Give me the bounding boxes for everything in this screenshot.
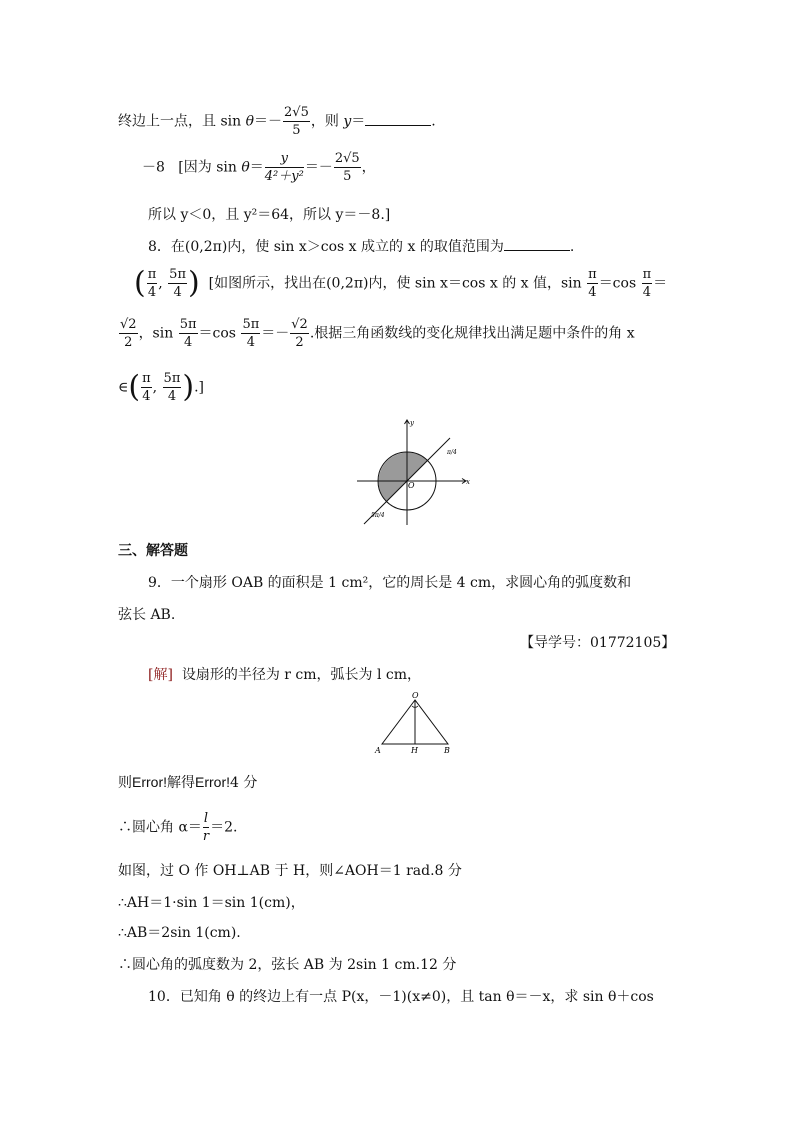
- text: ＝cos: [598, 275, 641, 292]
- label-a: A: [375, 746, 381, 754]
- numerator: π: [588, 267, 597, 282]
- label-o: O: [412, 692, 419, 700]
- text: .根据三角函数线的变化规律找出满足题中条件的角 x: [309, 325, 635, 342]
- q9-step-ah: ∴AH＝1·sin 1＝sin 1(cm)，: [118, 895, 305, 911]
- q9-step-ab: ∴AB＝2sin 1(cm).: [118, 925, 241, 941]
- error-text: Error!: [132, 774, 167, 790]
- denominator: 4: [183, 335, 193, 350]
- text: ＝: [249, 159, 264, 176]
- denominator: 2: [295, 335, 304, 350]
- var-y: y: [343, 113, 352, 130]
- text: 终边上一点，且 sin: [118, 113, 246, 130]
- text: 8．在(0,2π)内，使 sin x＞cos x 成立的 x 的取值范围为: [148, 239, 504, 255]
- fraction: [163, 372, 182, 403]
- denominator: 4: [173, 285, 182, 300]
- denominator: 5: [343, 169, 352, 184]
- q8-solution-line3: [118, 369, 205, 405]
- text: ＝: [351, 113, 366, 130]
- denominator: 4: [142, 389, 151, 404]
- q9-conclusion: ∴圆心角的弧度数为 2，弦长 AB 为 2sin 1 cm.12 分: [118, 957, 457, 973]
- q9-system: [118, 772, 257, 792]
- text: ＝－: [261, 325, 290, 342]
- numerator: l: [203, 811, 209, 826]
- text: ，则: [310, 113, 344, 130]
- text: ＝－: [304, 159, 333, 176]
- paren: (: [134, 265, 146, 301]
- paren: (: [128, 369, 141, 405]
- unit-circle-figure: [355, 415, 475, 527]
- guide-number: 【导学号：01772105】: [520, 635, 676, 651]
- answer-blank: [365, 113, 431, 126]
- text: 则: [118, 775, 132, 791]
- fraction: [587, 268, 598, 299]
- denominator: 4²＋y²: [264, 169, 304, 184]
- text: .: [569, 239, 575, 255]
- text: 解得: [167, 775, 195, 791]
- q7-solution: [142, 152, 376, 183]
- y-label: y: [410, 419, 414, 427]
- section-heading: 三、解答题: [118, 543, 188, 559]
- denominator: 4: [588, 285, 597, 300]
- q9-alpha: [118, 812, 237, 843]
- origin-label: O: [408, 481, 415, 490]
- five-pi-over-4-label: 5π/4: [371, 512, 385, 519]
- label-b: B: [444, 746, 450, 754]
- denominator: 4: [167, 389, 177, 404]
- text: ,: [158, 275, 163, 292]
- text: ＝: [653, 275, 668, 292]
- text: ＝2.: [210, 819, 238, 836]
- q9-step-oh: 如图，过 O 作 OH⊥AB 于 H，则∠AOH＝1 rad.8 分: [118, 863, 462, 879]
- paren: ): [182, 369, 195, 405]
- numerator: 2√5: [334, 151, 360, 166]
- denominator: 4: [642, 285, 651, 300]
- text: ∴圆心角 α＝: [118, 819, 202, 836]
- numerator: √2: [120, 317, 137, 332]
- text: [如图所示，找出在(0,2π)内，使 sin x＝cos x 的 x 值，sin: [208, 275, 587, 292]
- numerator: 5π: [163, 371, 181, 386]
- denominator: 5: [292, 123, 301, 138]
- denominator: 4: [246, 335, 255, 350]
- numerator: √2: [291, 317, 308, 332]
- fraction: [290, 318, 309, 349]
- text: ,: [152, 379, 158, 396]
- fraction: [283, 106, 310, 137]
- q7-line: [118, 106, 436, 137]
- fraction: [334, 152, 361, 183]
- q10-stem: 10．已知角 θ 的终边上有一点 P(x，－1)(x≠0)，且 tan θ＝－x，求 sin θ＋cos: [148, 989, 654, 1005]
- numerator: π: [142, 371, 151, 386]
- answer-blank: [504, 238, 570, 251]
- denominator: r: [202, 829, 210, 844]
- numerator: π: [147, 267, 157, 282]
- fraction: [241, 318, 260, 349]
- fraction: [203, 812, 209, 843]
- pi-over-4-label: π/4: [447, 449, 457, 456]
- text: [因为 sin: [178, 159, 242, 176]
- fraction: [179, 318, 198, 349]
- q9-solution-start: [148, 664, 421, 684]
- text: .: [431, 113, 436, 130]
- x-label: x: [466, 478, 470, 486]
- numerator: y: [265, 152, 304, 168]
- numerator: 5π: [242, 317, 260, 332]
- text: .]: [194, 379, 205, 396]
- triangle-figure: [372, 692, 458, 754]
- q9-stem: 9．一个扇形 OAB 的面积是 1 cm²，它的周长是 4 cm，求圆心角的弧度数和: [148, 575, 632, 591]
- text: ，sin: [138, 325, 178, 342]
- fraction: [147, 268, 158, 299]
- q8-stem: [148, 236, 574, 256]
- fraction: [119, 318, 138, 349]
- text: 4 分: [230, 775, 258, 791]
- text: ∈: [118, 379, 129, 396]
- text: 设扇形的半径为 r cm，弧长为 l cm，: [181, 667, 422, 683]
- numerator: 2√5: [284, 105, 309, 120]
- q8-solution-line2: [118, 318, 635, 349]
- text: ＝cos: [198, 325, 241, 342]
- error-text: Error!: [195, 774, 230, 790]
- fraction: [141, 372, 152, 403]
- q9-stem-cont: 弦长 AB.: [118, 607, 176, 623]
- theta: θ: [245, 113, 255, 130]
- fraction: [642, 268, 653, 299]
- text: ＝－: [254, 113, 283, 130]
- theta: θ: [241, 159, 250, 176]
- label-h: H: [411, 746, 418, 754]
- paren: ): [188, 265, 200, 301]
- q8-solution-line1: [134, 265, 668, 301]
- denominator: 4: [147, 285, 157, 300]
- fraction: [168, 268, 187, 299]
- text: ，: [361, 159, 376, 176]
- solution-label: [解]: [148, 667, 173, 683]
- denominator: 2: [124, 335, 133, 350]
- q7-conclusion: 所以 y＜0，且 y²＝64，所以 y＝－8.]: [148, 207, 391, 223]
- shaded-region: [379, 453, 428, 502]
- numerator: π: [642, 267, 652, 282]
- numerator: 5π: [169, 267, 186, 282]
- numerator: 5π: [179, 317, 197, 332]
- answer: －8: [142, 159, 165, 176]
- fraction: [265, 152, 304, 183]
